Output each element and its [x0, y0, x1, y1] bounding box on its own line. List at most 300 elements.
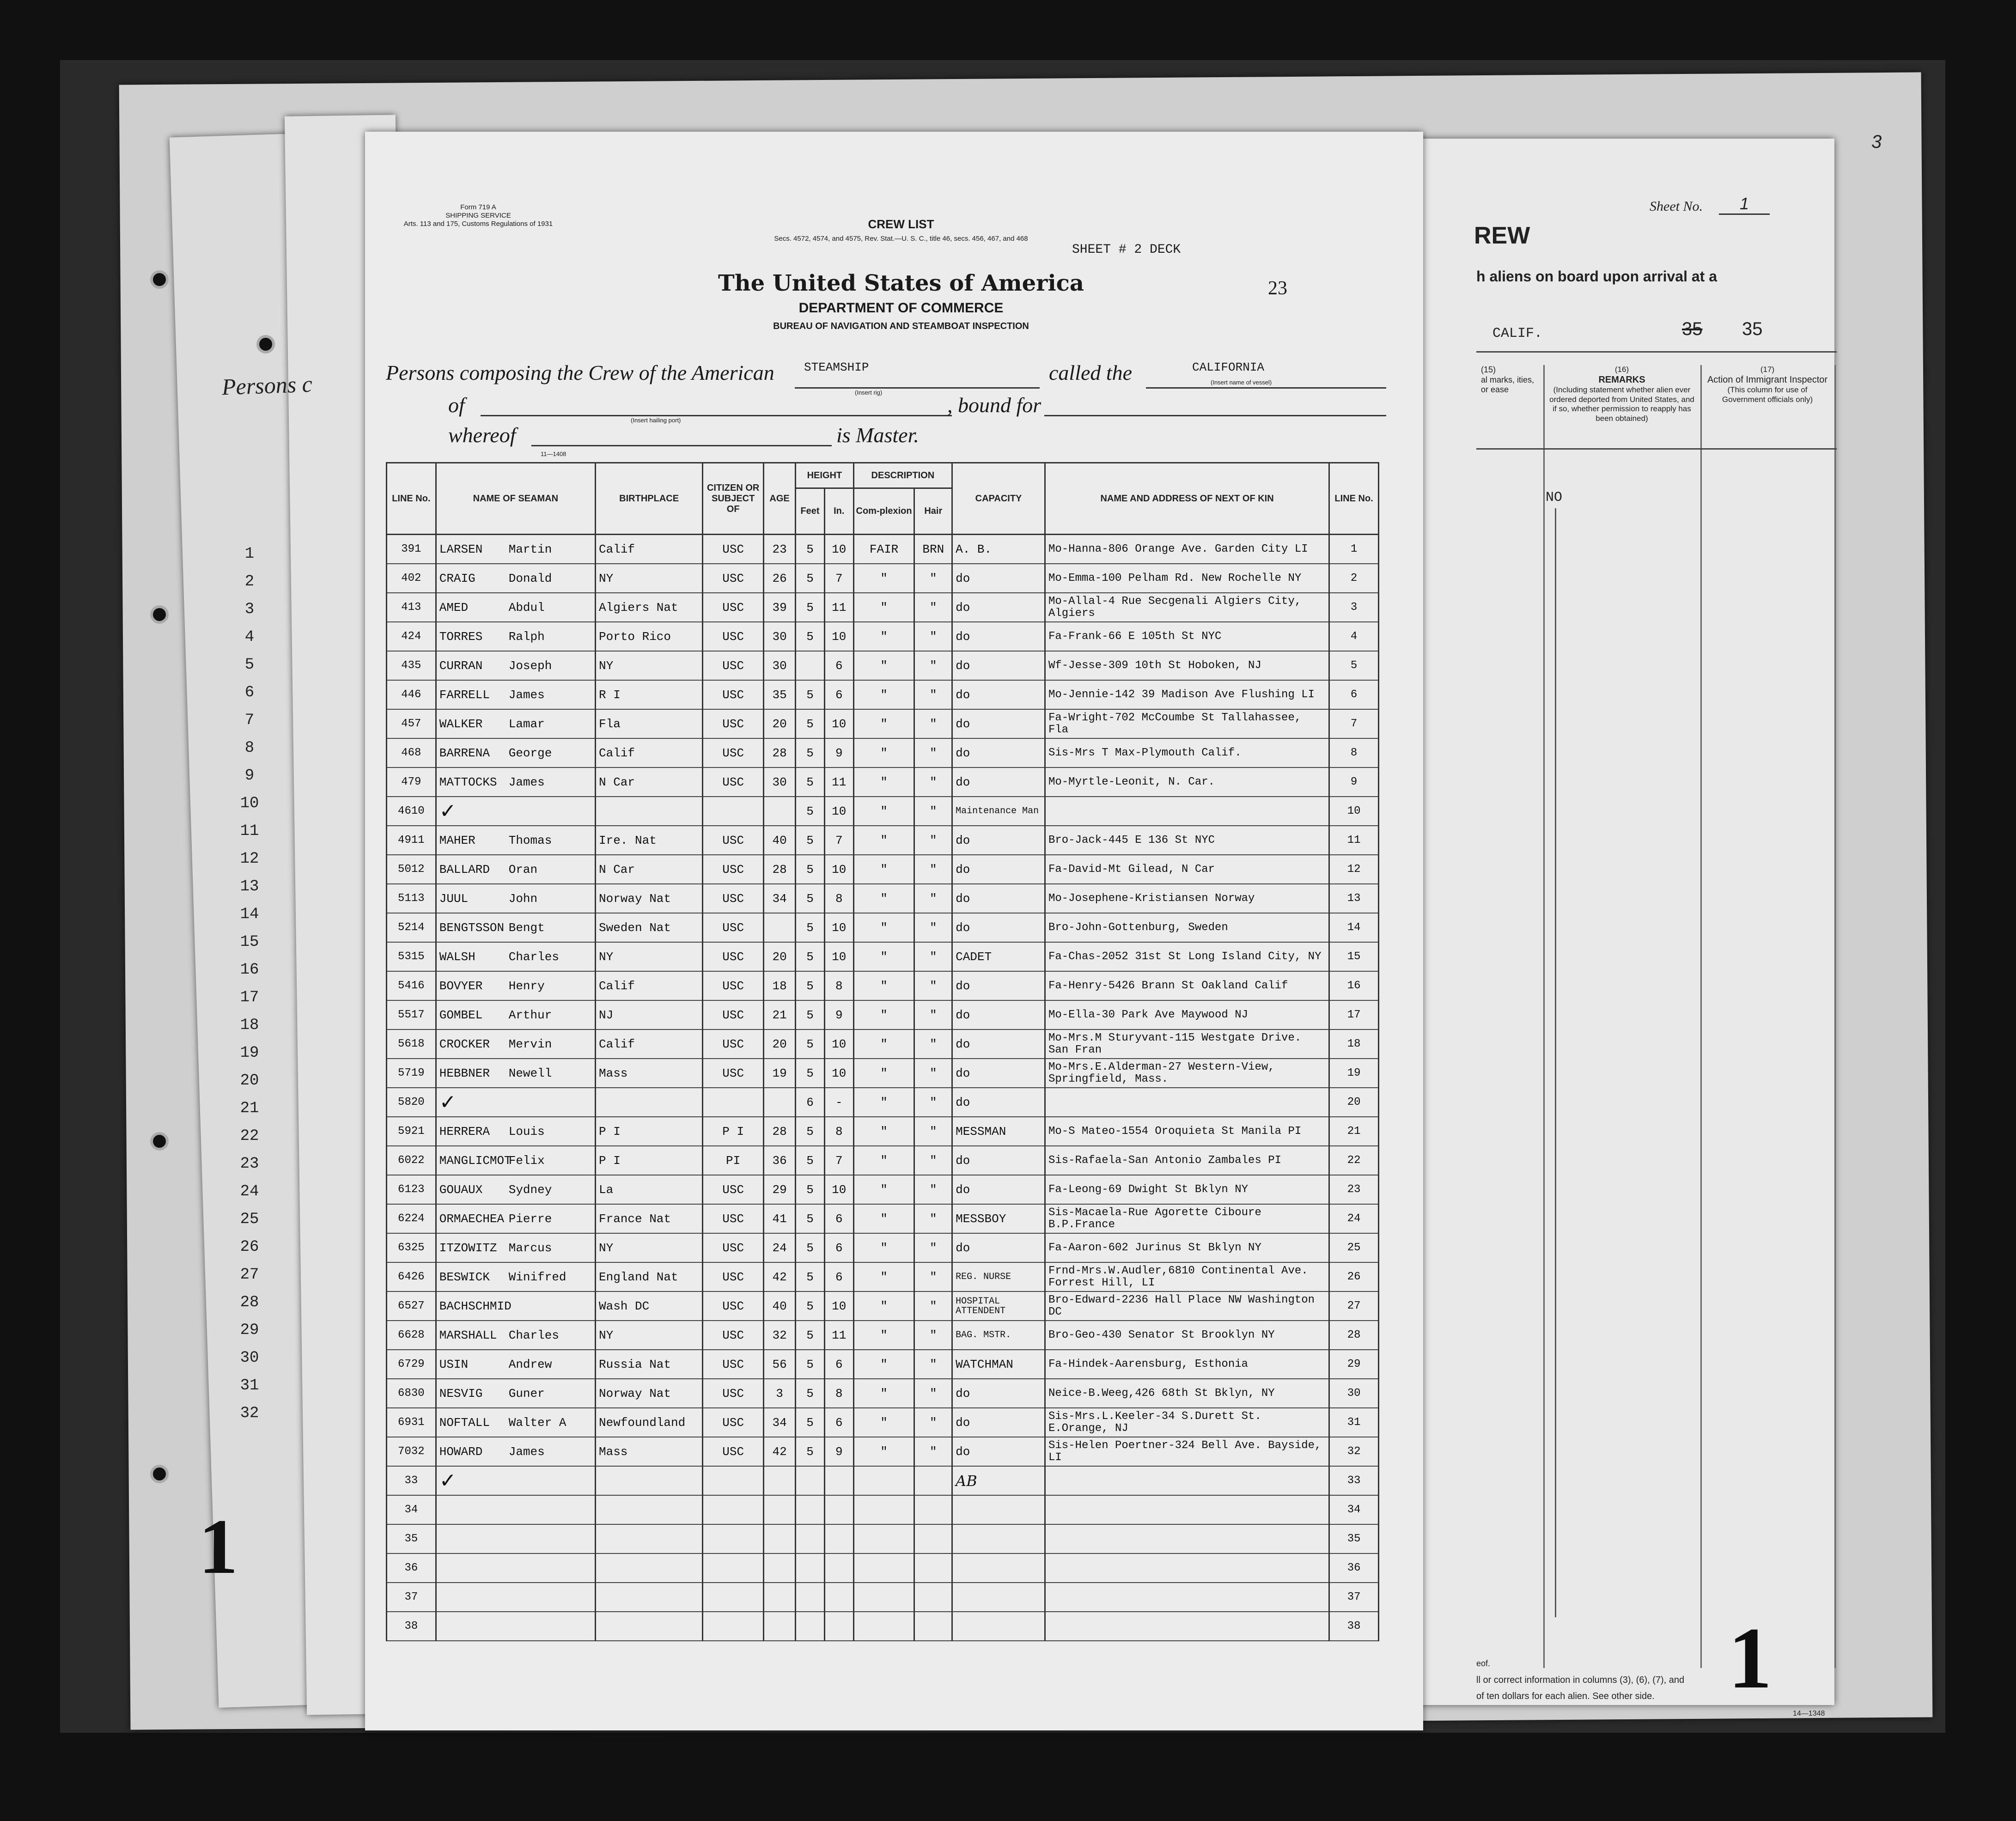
whereof-label: whereof: [448, 423, 516, 447]
next-of-kin: Sis-Mrs.L.Keeler-34 S.Durett St. E.Orange, NJ: [1045, 1408, 1329, 1437]
crew-row: [387, 797, 1379, 826]
capacity: do: [952, 593, 1045, 622]
crew-row: [387, 622, 1379, 651]
row-line-number: 5012: [387, 855, 436, 884]
called-the-label: called the: [1049, 361, 1133, 384]
right-column-rule: [1834, 365, 1836, 1668]
hair-color: ": [914, 622, 952, 651]
capacity: do: [952, 1088, 1045, 1117]
crew-row: [387, 1321, 1379, 1350]
right-big-number: 1: [1728, 1610, 1772, 1707]
punch-hole: [150, 1132, 169, 1151]
citizenship: USC: [703, 564, 764, 593]
seaman-given-name: Guner: [508, 1386, 545, 1401]
height-inches: 9: [824, 1000, 853, 1029]
seaman-surname: ORMAECHEA: [439, 1212, 505, 1226]
complexion: ": [853, 855, 914, 884]
crew-row: [387, 651, 1379, 680]
next-of-kin: [1045, 1495, 1329, 1524]
height-inches: 10: [824, 942, 853, 971]
seaman-given-name: Lamar: [508, 717, 545, 731]
seaman-surname: WALKER: [439, 717, 483, 731]
row-line-number: 36: [387, 1553, 436, 1583]
citizenship: [703, 1524, 764, 1553]
left-sheet-big-number: 1: [199, 1503, 238, 1590]
left-sheet-line-number: 10: [240, 795, 259, 812]
seaman-surname: LARSEN: [439, 542, 483, 556]
seaman-given-name: Oran: [508, 862, 538, 877]
right-subtitle-fragment: h aliens on board upon arrival at a: [1476, 268, 1717, 285]
left-sheet-line-number: 15: [240, 933, 259, 951]
left-sheet-line-number: 20: [240, 1072, 259, 1090]
col-citizen-head: CITIZEN OR SUBJECT OF: [703, 463, 764, 535]
height-inches: 11: [824, 593, 853, 622]
crew-row: [387, 1146, 1379, 1175]
capacity: [952, 1583, 1045, 1612]
height-feet: 5: [796, 913, 825, 942]
birthplace: La: [595, 1175, 702, 1204]
birthplace: [595, 1553, 702, 1583]
birthplace: NJ: [595, 1000, 702, 1029]
row-line-number: 6224: [387, 1204, 436, 1233]
height-inches: 6: [824, 1408, 853, 1437]
row-line-number-right: 13: [1329, 884, 1379, 913]
row-line-number: 4911: [387, 826, 436, 855]
complexion: FAIR: [853, 535, 914, 564]
home-port-field: [481, 397, 952, 416]
complexion: ": [853, 738, 914, 767]
birthplace: NY: [595, 1233, 702, 1262]
row-line-number-right: 32: [1329, 1437, 1379, 1466]
height-feet: 5: [796, 1117, 825, 1146]
complexion: ": [853, 593, 914, 622]
next-of-kin: Mo-Ella-30 Park Ave Maywood NJ: [1045, 1000, 1329, 1029]
hair-color: ": [914, 680, 952, 709]
seaman-name: [436, 1117, 595, 1146]
hair-color: ": [914, 1175, 952, 1204]
hair-color: ": [914, 884, 952, 913]
citizenship: [703, 1088, 764, 1117]
height-feet: 5: [796, 767, 825, 797]
capacity: do: [952, 826, 1045, 855]
complexion: ": [853, 1379, 914, 1408]
capacity: do: [952, 709, 1045, 738]
row-line-number-right: 3: [1329, 593, 1379, 622]
height-feet: 5: [796, 942, 825, 971]
seaman-surname: BALLARD: [439, 862, 490, 877]
height-inches: 10: [824, 622, 853, 651]
next-of-kin: Mo-Allal-4 Rue Secgenali Algiers City, Algiers: [1045, 593, 1329, 622]
row-line-number: 435: [387, 651, 436, 680]
capacity: MESSBOY: [952, 1204, 1045, 1233]
left-sheet-line-numbers: [217, 545, 282, 1432]
col-line-head: LINE No.: [387, 463, 436, 535]
capacity: do: [952, 767, 1045, 797]
row-line-number-right: 26: [1329, 1262, 1379, 1291]
birthplace: Newfoundland: [595, 1408, 702, 1437]
next-of-kin: Mo-S Mateo-1554 Oroquieta St Manila PI: [1045, 1117, 1329, 1146]
right-number-struck: 35: [1682, 319, 1703, 339]
right-footer-code: 14—1348: [1793, 1710, 1825, 1717]
seaman-surname: HEBBNER: [439, 1066, 490, 1080]
next-of-kin: Sis-Macaela-Rue Agorette Ciboure B.P.France: [1045, 1204, 1329, 1233]
height-feet: [796, 1612, 825, 1641]
birthplace: Calif: [595, 971, 702, 1000]
height-feet: 5: [796, 593, 825, 622]
seaman-name: [436, 622, 595, 651]
crew-row: [387, 1088, 1379, 1117]
capacity: [952, 1524, 1045, 1553]
seaman-given-name: James: [508, 775, 545, 789]
citizenship: USC: [703, 1321, 764, 1350]
row-line-number-right: 15: [1329, 942, 1379, 971]
capacity: do: [952, 1233, 1045, 1262]
hair-color: ": [914, 913, 952, 942]
capacity: do: [952, 738, 1045, 767]
birthplace: NY: [595, 564, 702, 593]
height-feet: [796, 1553, 825, 1583]
complexion: ": [853, 1204, 914, 1233]
left-sheet-line-number: 18: [240, 1017, 259, 1034]
row-line-number: 6123: [387, 1175, 436, 1204]
sheet-stamp: SHEET # 2 DECK: [1072, 243, 1181, 257]
hair-color: ": [914, 797, 952, 826]
seaman-given-name: Andrew: [508, 1357, 552, 1371]
seaman-surname: BENGTSSON: [439, 920, 505, 935]
hair-color: ": [914, 709, 952, 738]
height-feet: 5: [796, 1233, 825, 1262]
height-inches: 6: [824, 651, 853, 680]
complexion: ": [853, 1233, 914, 1262]
crew-row: [387, 1117, 1379, 1146]
height-inches: 6: [824, 1350, 853, 1379]
left-sheet-line-number: 30: [240, 1349, 259, 1367]
row-line-number-right: 35: [1329, 1524, 1379, 1553]
complexion: ": [853, 1000, 914, 1029]
row-line-number-right: 1: [1329, 535, 1379, 564]
row-line-number: 6628: [387, 1321, 436, 1350]
seaman-name: [436, 1408, 595, 1437]
height-inches: -: [824, 1088, 853, 1117]
row-line-number: 5820: [387, 1088, 436, 1117]
row-line-number-right: 4: [1329, 622, 1379, 651]
left-sheet-title: Persons c: [221, 371, 313, 400]
seaman-name: [436, 1379, 595, 1408]
age: 42: [764, 1262, 796, 1291]
age: 56: [764, 1350, 796, 1379]
height-feet: 5: [796, 535, 825, 564]
birthplace: [595, 1495, 702, 1524]
row-line-number-right: 5: [1329, 651, 1379, 680]
right-footer-2: ll or correct information in columns (3), (6), (7), and: [1476, 1675, 1685, 1685]
birthplace: Russia Nat: [595, 1350, 702, 1379]
height-inches: 11: [824, 767, 853, 797]
row-line-number-right: 10: [1329, 797, 1379, 826]
seaman-given-name: George: [508, 746, 552, 760]
seaman-surname: USIN: [439, 1357, 469, 1371]
complexion: ": [853, 1350, 914, 1379]
col15-head: [1481, 365, 1541, 395]
seaman-surname: HERRERA: [439, 1124, 490, 1139]
height-feet: 6: [796, 1088, 825, 1117]
punch-hole: [150, 270, 169, 289]
crew-row: [387, 1059, 1379, 1088]
complexion: ": [853, 767, 914, 797]
seaman-name: [436, 1059, 595, 1088]
age: [764, 1495, 796, 1524]
age: 24: [764, 1233, 796, 1262]
seaman-surname: CROCKER: [439, 1037, 490, 1051]
citizenship: USC: [703, 1000, 764, 1029]
hair-color: ": [914, 1146, 952, 1175]
row-line-number-right: 36: [1329, 1553, 1379, 1583]
complexion: ": [853, 564, 914, 593]
next-of-kin: Neice-B.Weeg,426 68th St Bklyn, NY: [1045, 1379, 1329, 1408]
next-of-kin: Fa-Leong-69 Dwight St Bklyn NY: [1045, 1175, 1329, 1204]
col-line-right-head: LINE No.: [1329, 463, 1379, 535]
seaman-given-name: John: [508, 891, 538, 906]
next-of-kin: Mo-Myrtle-Leonit, N. Car.: [1045, 767, 1329, 797]
crew-row: [387, 1000, 1379, 1029]
capacity: do: [952, 1146, 1045, 1175]
col16-head: [1548, 365, 1696, 423]
seaman-given-name: Winifred: [508, 1270, 566, 1284]
seaman-surname: ✓: [439, 1090, 457, 1114]
capacity: do: [952, 622, 1045, 651]
birthplace: NY: [595, 942, 702, 971]
age: 32: [764, 1321, 796, 1350]
right-column-rule: [1543, 365, 1545, 1668]
col-description-head: DESCRIPTION: [853, 463, 952, 488]
destination-field: [1044, 397, 1386, 416]
complexion: ": [853, 884, 914, 913]
left-sheet-line-number: 4: [244, 628, 255, 646]
hair-color: ": [914, 1088, 952, 1117]
right-footer-1: eof.: [1476, 1659, 1491, 1668]
row-line-number-right: 31: [1329, 1408, 1379, 1437]
birthplace: France Nat: [595, 1204, 702, 1233]
col15-head-text: al marks, ities, or ease: [1481, 375, 1535, 395]
seaman-given-name: Arthur: [508, 1008, 552, 1022]
hair-color: ": [914, 564, 952, 593]
age: 29: [764, 1175, 796, 1204]
punch-hole: [256, 335, 275, 353]
birthplace: N Car: [595, 767, 702, 797]
height-feet: 5: [796, 709, 825, 738]
row-line-number: 6325: [387, 1233, 436, 1262]
hair-color: [914, 1495, 952, 1524]
birthplace: Norway Nat: [595, 1379, 702, 1408]
birthplace: Porto Rico: [595, 622, 702, 651]
col-hair-head: Hair: [914, 488, 952, 535]
row-line-number-right: 19: [1329, 1059, 1379, 1088]
height-inches: 7: [824, 564, 853, 593]
left-sheet-line-number: 8: [244, 739, 255, 757]
citizenship: USC: [703, 1408, 764, 1437]
height-feet: 5: [796, 1321, 825, 1350]
crew-line-prefix: Persons composing the Crew of the American: [386, 361, 774, 384]
height-feet: 5: [796, 855, 825, 884]
complexion: ": [853, 709, 914, 738]
birthplace: [595, 797, 702, 826]
birthplace: Wash DC: [595, 1291, 702, 1321]
seaman-surname: JUUL: [439, 891, 469, 906]
seaman-name: [436, 1524, 595, 1553]
vessel-name: CALIFORNIA: [1192, 360, 1265, 374]
next-of-kin: Sis-Helen Poertner-324 Bell Ave. Bayside, LI: [1045, 1437, 1329, 1466]
crew-row: [387, 1350, 1379, 1379]
row-line-number-right: 17: [1329, 1000, 1379, 1029]
complexion: ": [853, 622, 914, 651]
height-inches: 7: [824, 826, 853, 855]
height-feet: 5: [796, 622, 825, 651]
complexion: ": [853, 797, 914, 826]
row-line-number-right: 29: [1329, 1350, 1379, 1379]
age: 30: [764, 767, 796, 797]
row-line-number-right: 11: [1329, 826, 1379, 855]
crew-row: [387, 1553, 1379, 1583]
right-footer-3: of ten dollars for each alien. See other side.: [1476, 1691, 1655, 1701]
col17-title: Action of Immigrant Inspector: [1707, 375, 1828, 385]
seaman-given-name: Martin: [508, 542, 552, 556]
hair-color: ": [914, 1059, 952, 1088]
capacity: do: [952, 884, 1045, 913]
hair-color: ": [914, 1204, 952, 1233]
citizenship: USC: [703, 738, 764, 767]
seaman-surname: WALSH: [439, 950, 475, 964]
row-line-number-right: 18: [1329, 1029, 1379, 1059]
seaman-surname: CURRAN: [439, 658, 483, 673]
height-feet: 5: [796, 1059, 825, 1088]
row-line-number-right: 37: [1329, 1583, 1379, 1612]
complexion: ": [853, 1029, 914, 1059]
vessel-name-hint: (Insert name of vessel): [1211, 379, 1272, 386]
age: 40: [764, 826, 796, 855]
capacity: A. B.: [952, 535, 1045, 564]
sheet-no-value: 1: [1719, 194, 1770, 215]
age: 36: [764, 1146, 796, 1175]
seaman-name: [436, 767, 595, 797]
birthplace: N Car: [595, 855, 702, 884]
hair-color: [914, 1466, 952, 1495]
row-line-number: 5921: [387, 1117, 436, 1146]
left-sheet-line-number: 11: [240, 822, 259, 840]
age: 20: [764, 942, 796, 971]
col17-head: [1705, 365, 1830, 404]
left-sheet-line-number: 16: [240, 961, 259, 979]
height-feet: [796, 651, 825, 680]
row-line-number: 5517: [387, 1000, 436, 1029]
next-of-kin: Mo-Josephene-Kristiansen Norway: [1045, 884, 1329, 913]
complexion: [853, 1553, 914, 1583]
left-sheet-line-number: 17: [240, 989, 259, 1006]
seaman-name: [436, 797, 595, 826]
hair-color: ": [914, 1291, 952, 1321]
crew-row: [387, 1262, 1379, 1291]
crew-row: [387, 767, 1379, 797]
seaman-given-name: Charles: [508, 1328, 559, 1342]
row-line-number: 34: [387, 1495, 436, 1524]
capacity: do: [952, 680, 1045, 709]
seaman-name: [436, 1029, 595, 1059]
page-corner-number: 3: [1871, 132, 1882, 152]
height-inches: [824, 1495, 853, 1524]
col-complexion-head: Com-plexion: [853, 488, 914, 535]
seaman-surname: BACHSCHMID: [439, 1299, 512, 1313]
row-line-number-right: 14: [1329, 913, 1379, 942]
row-line-number: 413: [387, 593, 436, 622]
seaman-surname: MATTOCKS: [439, 775, 497, 789]
right-header-rule: [1476, 448, 1837, 450]
complexion: ": [853, 913, 914, 942]
crew-row: [387, 564, 1379, 593]
row-line-number-right: 2: [1329, 564, 1379, 593]
seaman-surname: TORRES: [439, 629, 483, 644]
form-service: SHIPPING SERVICE: [445, 212, 511, 219]
next-of-kin: Mo-Jennie-142 39 Madison Ave Flushing LI: [1045, 680, 1329, 709]
next-of-kin: [1045, 797, 1329, 826]
form-identification: [377, 203, 580, 228]
complexion: ": [853, 1059, 914, 1088]
age: 34: [764, 1408, 796, 1437]
left-sheet-line-number: 24: [240, 1183, 259, 1200]
row-line-number-right: 7: [1329, 709, 1379, 738]
row-line-number-right: 20: [1329, 1088, 1379, 1117]
seaman-name: [436, 680, 595, 709]
capacity: do: [952, 1408, 1045, 1437]
hair-color: ": [914, 826, 952, 855]
seaman-name: [436, 1553, 595, 1583]
seaman-given-name: Walter A: [508, 1415, 566, 1430]
col-birthplace-head: BIRTHPLACE: [595, 463, 702, 535]
next-of-kin: Mo-Mrs.E.Alderman-27 Western-View, Springfield, Mass.: [1045, 1059, 1329, 1088]
capacity: do: [952, 564, 1045, 593]
seaman-surname: NESVIG: [439, 1386, 483, 1401]
left-sheet-line-number: 32: [240, 1405, 259, 1422]
birthplace: Calif: [595, 738, 702, 767]
age: 20: [764, 709, 796, 738]
height-feet: 5: [796, 1262, 825, 1291]
citizenship: USC: [703, 622, 764, 651]
citizenship: USC: [703, 971, 764, 1000]
capacity: WATCHMAN: [952, 1350, 1045, 1379]
complexion: [853, 1495, 914, 1524]
row-line-number: 468: [387, 738, 436, 767]
row-line-number-right: 22: [1329, 1146, 1379, 1175]
crew-row: [387, 1612, 1379, 1641]
capacity: do: [952, 1029, 1045, 1059]
height-inches: 10: [824, 1029, 853, 1059]
citizenship: PI: [703, 1146, 764, 1175]
age: [764, 1612, 796, 1641]
crew-row: [387, 971, 1379, 1000]
left-sheet-line-number: 13: [240, 878, 259, 895]
height-inches: 6: [824, 1204, 853, 1233]
height-inches: 10: [824, 855, 853, 884]
seaman-name: [436, 1175, 595, 1204]
seaman-name: [436, 1204, 595, 1233]
crew-row: [387, 913, 1379, 942]
hair-color: [914, 1583, 952, 1612]
citizenship: [703, 797, 764, 826]
seaman-name: [436, 1495, 595, 1524]
height-inches: 6: [824, 1233, 853, 1262]
height-inches: 10: [824, 1059, 853, 1088]
citizenship: USC: [703, 1059, 764, 1088]
hair-color: ": [914, 738, 952, 767]
left-sheet-line-number: 1: [244, 545, 255, 563]
height-feet: 5: [796, 564, 825, 593]
